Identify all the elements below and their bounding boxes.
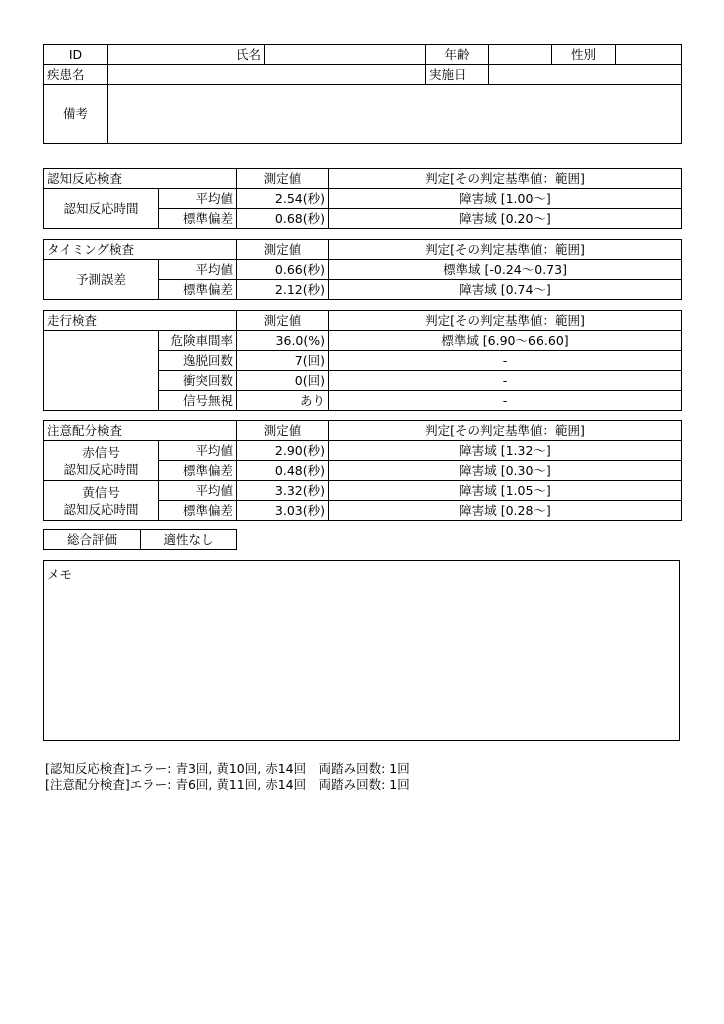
judgment-value: 障害域 [1.05～]	[329, 481, 682, 501]
measured-value: あり	[237, 391, 329, 411]
yellow-signal-label	[44, 481, 159, 521]
row-group-label: 予測誤差	[44, 260, 159, 300]
stat-label: 平均値	[159, 441, 237, 461]
stat-label: 危険車間率	[159, 331, 237, 351]
memo-box[interactable]	[43, 560, 680, 741]
judgment-value: 障害域 [0.28～]	[329, 501, 682, 521]
timing-test-table	[43, 239, 682, 300]
remarks-label: 備考	[44, 85, 108, 144]
date-field[interactable]	[489, 65, 682, 85]
stat-label: 標準偏差	[159, 501, 237, 521]
stat-label: 衝突回数	[159, 371, 237, 391]
measured-header: 測定値	[237, 421, 329, 441]
section-title: 認知反応検査	[44, 169, 237, 189]
stat-label: 平均値	[159, 189, 237, 209]
stat-label: 逸脱回数	[159, 351, 237, 371]
measured-value: 0.68(秒)	[237, 209, 329, 229]
section-title: タイミング検査	[44, 240, 237, 260]
yellow-signal-label-line1: 黄信号	[82, 484, 120, 500]
id-label: ID	[44, 45, 108, 65]
judgment-value: 障害域 [0.30～]	[329, 461, 682, 481]
stat-label: 標準偏差	[159, 461, 237, 481]
judgment-value: 障害域 [0.20～]	[329, 209, 682, 229]
patient-info-table	[43, 44, 682, 144]
judgment-value: 障害域 [1.32～]	[329, 441, 682, 461]
remarks-field[interactable]	[108, 85, 682, 144]
sex-field[interactable]	[616, 45, 682, 65]
judgment-header: 判定[その判定基準値：範囲]	[329, 311, 682, 331]
age-label: 年齢	[426, 45, 489, 65]
stat-label: 信号無視	[159, 391, 237, 411]
measured-value: 2.54(秒)	[237, 189, 329, 209]
measured-header: 測定値	[237, 240, 329, 260]
section-title: 走行検査	[44, 311, 237, 331]
date-label: 実施日	[426, 65, 489, 85]
judgment-value: -	[329, 391, 682, 411]
name-label: 氏名	[108, 45, 265, 65]
red-signal-label	[44, 441, 159, 481]
judgment-header: 判定[その判定基準値：範囲]	[329, 169, 682, 189]
stat-label: 標準偏差	[159, 209, 237, 229]
cognitive-test-table	[43, 168, 682, 229]
cognitive-error-summary: [認知反応検査]エラー: 青3回, 黄10回, 赤14回 両踏み回数: 1回	[45, 761, 410, 776]
measured-value: 2.12(秒)	[237, 280, 329, 300]
measured-header: 測定値	[237, 169, 329, 189]
judgment-header: 判定[その判定基準値：範囲]	[329, 421, 682, 441]
stat-label: 平均値	[159, 481, 237, 501]
age-field[interactable]	[489, 45, 552, 65]
disease-field[interactable]	[108, 65, 426, 85]
overall-label: 総合評価	[44, 530, 141, 550]
judgment-value: -	[329, 351, 682, 371]
row-group-label	[44, 331, 159, 411]
judgment-value: 標準域 [6.90～66.60]	[329, 331, 682, 351]
attention-error-summary: [注意配分検査]エラー: 青6回, 黄11回, 赤14回 両踏み回数: 1回	[45, 777, 410, 792]
red-signal-label-line1: 赤信号	[82, 444, 120, 460]
stat-label: 標準偏差	[159, 280, 237, 300]
measured-value: 0.48(秒)	[237, 461, 329, 481]
measured-value: 0.66(秒)	[237, 260, 329, 280]
driving-test-table	[43, 310, 682, 411]
red-signal-label-line2: 認知反応時間	[63, 461, 139, 477]
measured-value: 3.03(秒)	[237, 501, 329, 521]
measured-value: 2.90(秒)	[237, 441, 329, 461]
judgment-header: 判定[その判定基準値：範囲]	[329, 240, 682, 260]
judgment-value: 障害域 [1.00～]	[329, 189, 682, 209]
overall-value: 適性なし	[141, 530, 237, 550]
attention-test-table	[43, 420, 682, 521]
measured-value: 0(回)	[237, 371, 329, 391]
measured-value: 7(回)	[237, 351, 329, 371]
memo-label: メモ	[47, 567, 73, 582]
section-title: 注意配分検査	[44, 421, 237, 441]
measured-header: 測定値	[237, 311, 329, 331]
row-group-label: 認知反応時間	[44, 189, 159, 229]
judgment-value: 障害域 [0.74～]	[329, 280, 682, 300]
disease-label: 疾患名	[44, 65, 108, 85]
name-field[interactable]	[265, 45, 426, 65]
measured-value: 3.32(秒)	[237, 481, 329, 501]
measured-value: 36.0(%)	[237, 331, 329, 351]
stat-label: 平均値	[159, 260, 237, 280]
judgment-value: -	[329, 371, 682, 391]
sex-label: 性別	[552, 45, 616, 65]
overall-evaluation	[43, 529, 237, 550]
yellow-signal-label-line2: 認知反応時間	[63, 501, 139, 517]
judgment-value: 標準域 [-0.24～0.73]	[329, 260, 682, 280]
